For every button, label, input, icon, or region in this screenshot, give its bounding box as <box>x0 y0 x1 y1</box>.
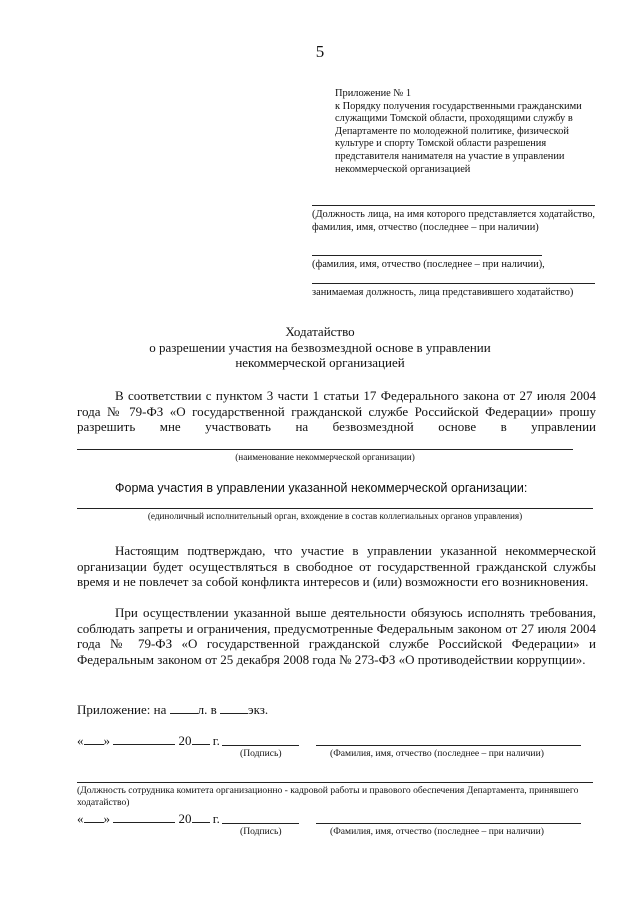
applicant-name-line <box>316 745 581 746</box>
applicant-position-caption: занимаемая должность, лица представившего ходатайство) <box>312 287 574 298</box>
title-line: о разрешении участия на безвозмездной основе в управлении <box>149 339 491 355</box>
appendix-line: к Порядку получения государственными гражданскими <box>335 100 582 112</box>
appendix-line: Департаменте по молодежной политике, физической <box>335 125 569 137</box>
applicant-signature-line <box>222 745 299 746</box>
quote-open: « <box>77 733 84 748</box>
obligation-paragraph: При осуществлении указанной выше деятельности обязуюсь исполнять требования, соблюдать запреты и ограничения, предусмотренные Федеральным законом от 27 июля 2004 года № 79-ФЗ «О государственной гражданской службе Российской Федерации» и Федеральным законом от 25 декабря 2008 года № 273-ФЗ «О противодействии коррупции». <box>77 605 596 667</box>
attachment-line <box>77 702 268 718</box>
quote-open: « <box>77 811 84 826</box>
staff-date-line <box>77 811 220 827</box>
staff-position-caption: (Должность сотрудника комитета организационно - кадровой работы и правового обеспечения Департамента, принявшего ходатайство) <box>77 785 579 808</box>
appendix-line: служащими Томской области, проходящими службу в <box>335 113 573 125</box>
applicant-signature-caption: (Подпись) <box>240 748 282 759</box>
addressee-position-line <box>312 205 595 206</box>
title-line: Ходатайство <box>285 324 355 339</box>
appendix-line: некоммерческой организацией <box>335 163 471 175</box>
quote-close: » <box>103 811 110 826</box>
addressee-name-caption: (фамилия, имя, отчество (последнее – при наличии), <box>312 259 545 270</box>
quote-close: » <box>103 733 110 748</box>
org-name-caption: (наименование некоммерческой организации) <box>235 452 415 462</box>
appendix-header <box>335 88 625 176</box>
intro-paragraph: В соответствии с пунктом 3 части 1 статьи 17 Федерального закона от 27 июля 2004 года № 79-ФЗ «О государственной гражданской службе Российской Федерации» прошу разрешить мне участвовать на безвозмездной основе в управлении <box>77 388 596 435</box>
year-blank <box>192 733 210 745</box>
confirmation-paragraph: Настоящим подтверждаю, что участие в управлении указанной некоммерческой организации будет осуществляться в свободное от государственной гражданской службы время и не повлечет за собой конфликта интересов и (или) возможности его возникновения. <box>77 543 596 590</box>
appendix-line: культуре и спорту Томской области разрешения <box>335 138 547 150</box>
participation-form-caption: (единоличный исполнительный орган, вхождение в состав коллегиальных органов управления) <box>147 511 523 521</box>
year-prefix: 20 <box>178 733 192 748</box>
document-title <box>0 324 640 371</box>
attachment-mid: л. в <box>197 702 217 717</box>
applicant-position-line <box>312 283 595 284</box>
addressee-name-line <box>312 255 542 256</box>
participation-form-line <box>77 508 593 509</box>
addressee-position-caption: (Должность лица, на имя которого представляется ходатайство, фамилия, имя, отчество (последнее – при наличии) <box>312 209 595 233</box>
staff-signature-caption: (Подпись) <box>240 826 282 837</box>
org-name-line <box>77 449 573 450</box>
year-blank <box>192 811 210 823</box>
appendix-title: Приложение № 1 <box>335 88 412 99</box>
month-blank <box>113 811 175 823</box>
day-blank <box>84 733 104 745</box>
staff-position-line <box>77 782 593 783</box>
attachment-prefix: Приложение: на <box>77 702 167 717</box>
month-blank <box>113 733 175 745</box>
applicant-date-line <box>77 733 220 749</box>
attachment-suffix: экз. <box>248 702 269 717</box>
year-suffix: г. <box>212 733 220 748</box>
year-suffix: г. <box>212 811 220 826</box>
day-blank <box>84 811 104 823</box>
staff-name-line <box>316 823 581 824</box>
copies-blank <box>220 702 248 714</box>
staff-signature-line <box>222 823 299 824</box>
participation-form-label: Форма участия в управлении указанной некоммерческой организации: <box>115 481 528 495</box>
year-prefix: 20 <box>178 811 192 826</box>
title-line: некоммерческой организацией <box>235 355 405 370</box>
staff-name-caption: (Фамилия, имя, отчество (последнее – при наличии) <box>330 826 544 837</box>
applicant-name-caption: (Фамилия, имя, отчество (последнее – при наличии) <box>330 748 544 759</box>
appendix-line: представителя нанимателя на участие в управлении <box>335 150 565 162</box>
page-number: 5 <box>315 42 325 61</box>
sheets-blank <box>170 702 198 714</box>
